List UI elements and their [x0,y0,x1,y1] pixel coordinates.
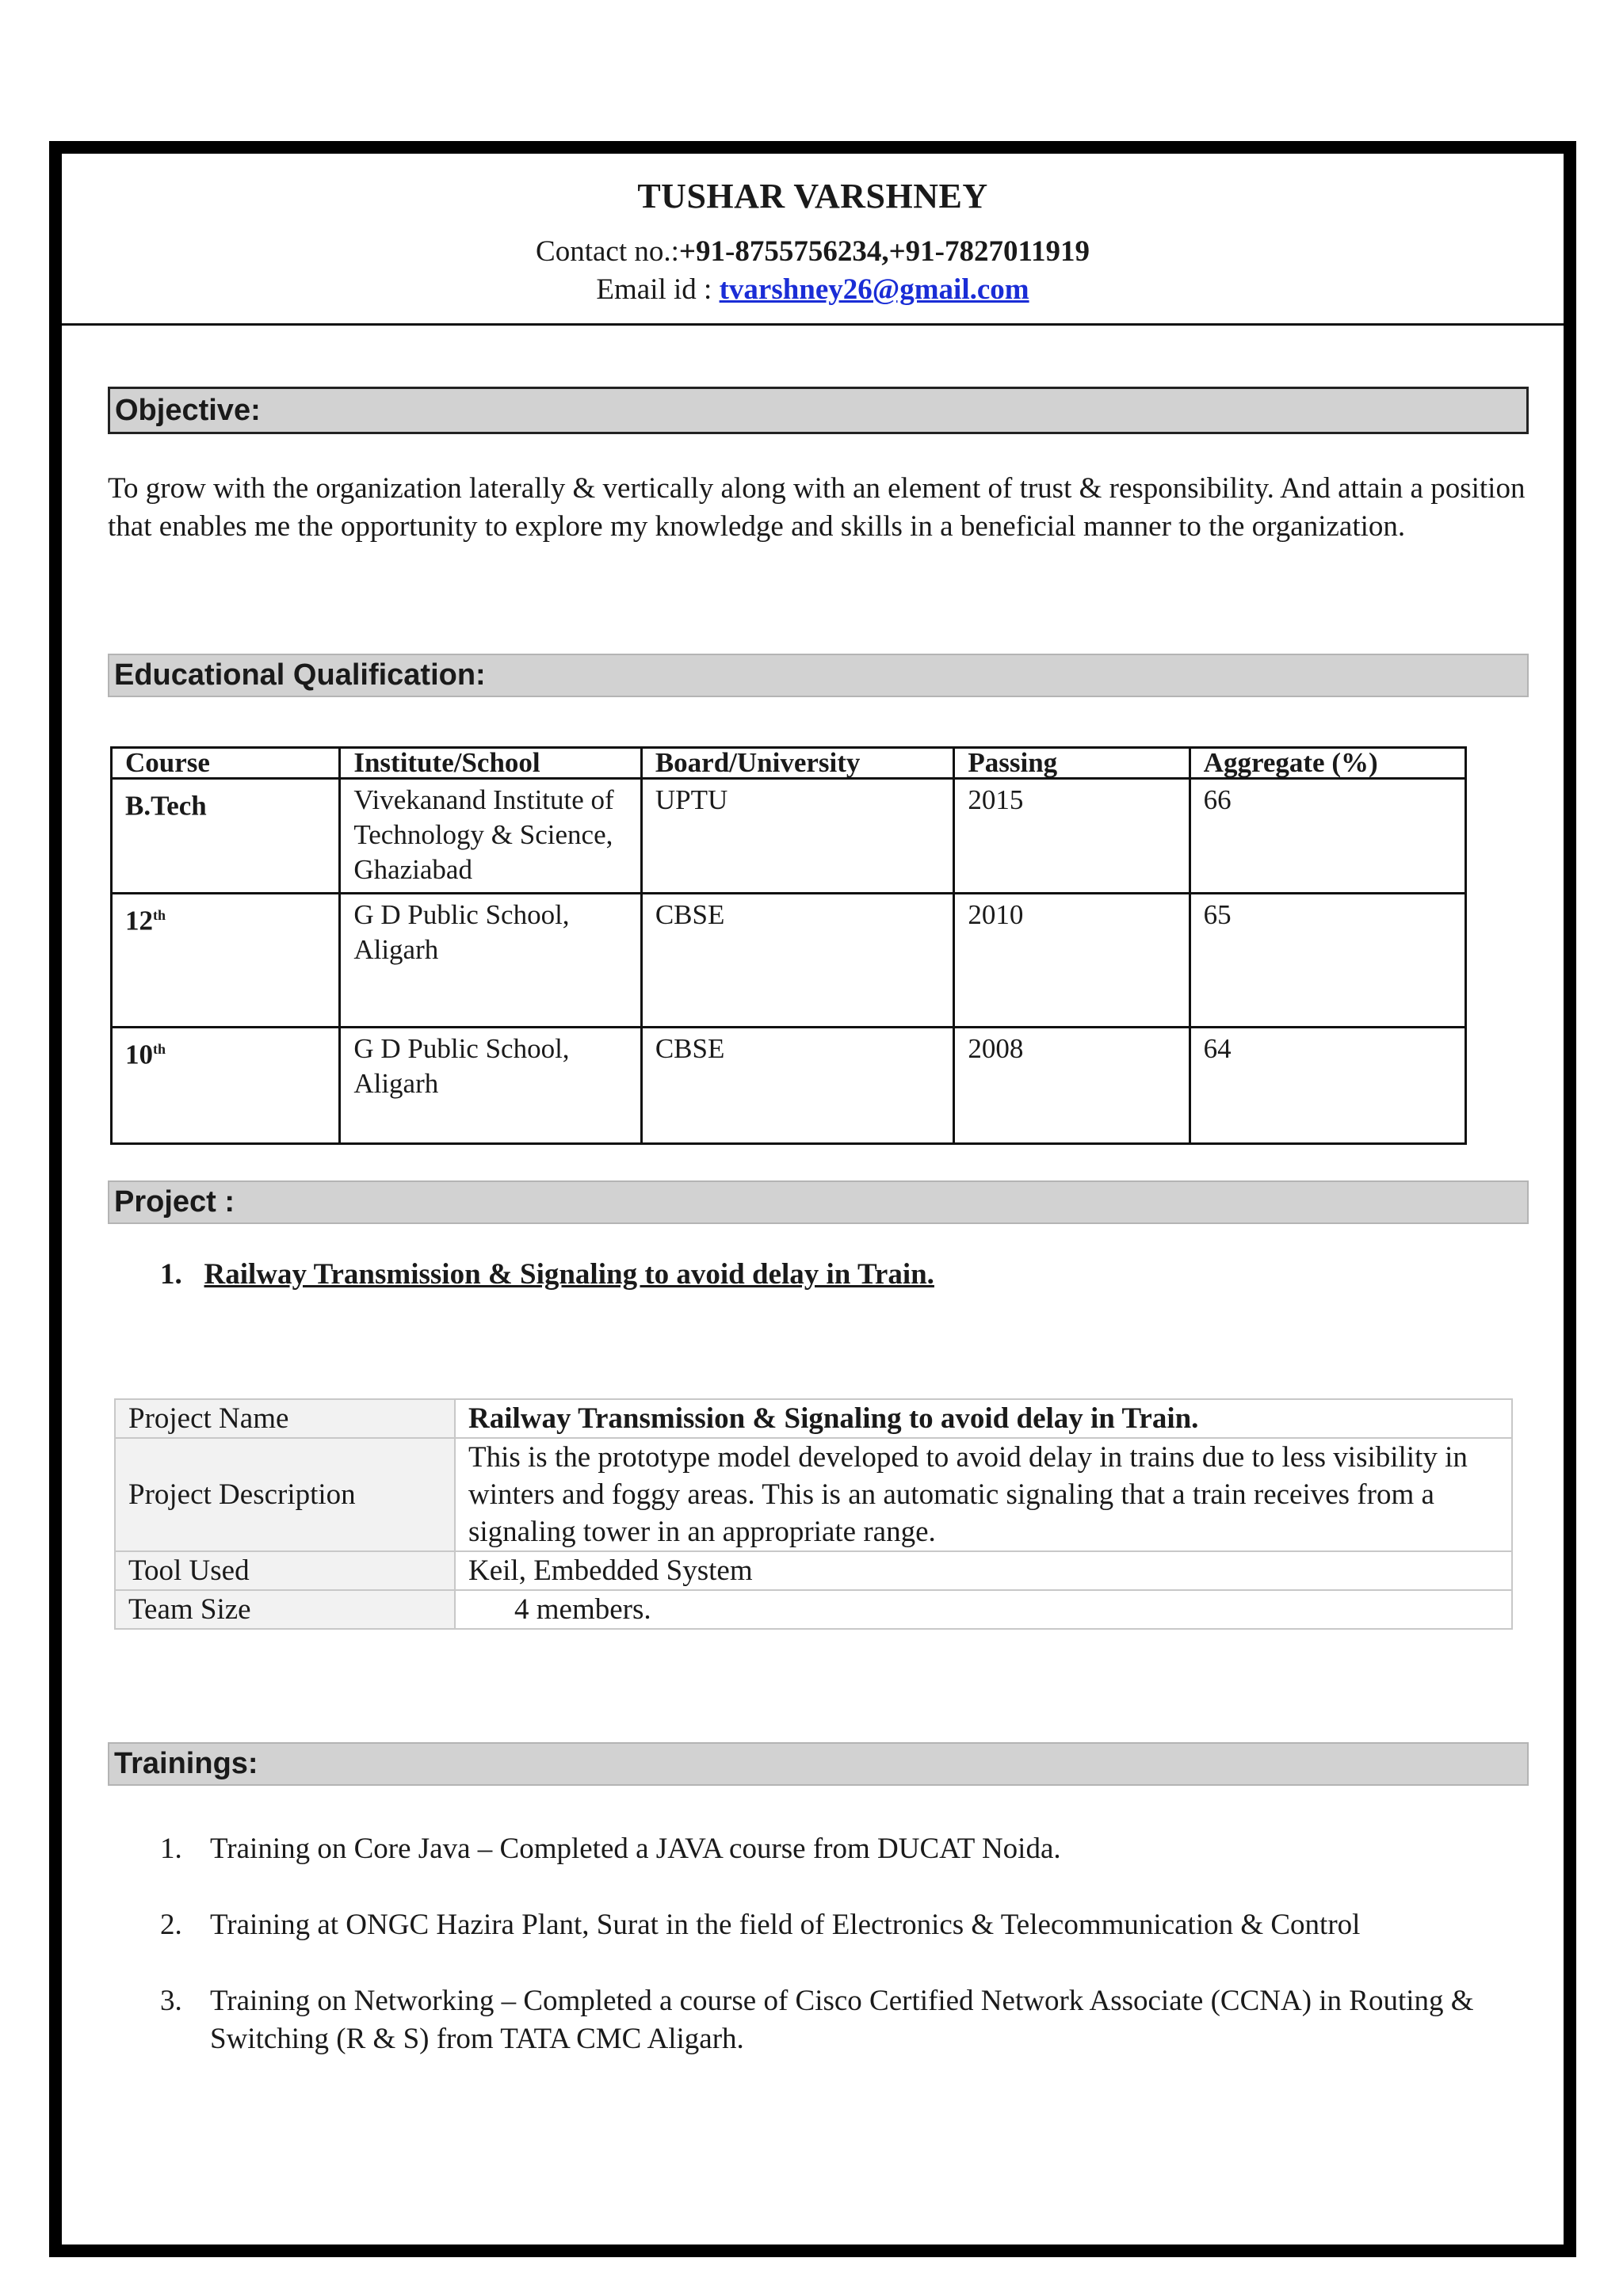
course-cell: 10th [112,1028,340,1144]
institute-cell: G D Public School, Aligarh [340,1028,642,1144]
table-row [115,1551,1512,1590]
email-link[interactable]: tvarshney26@gmail.com [719,273,1029,306]
project-item-title: Railway Transmission & Signaling to avoid delay in Train. [204,1258,934,1291]
list-item [160,1982,1555,2058]
table-row [112,1028,1466,1144]
institute-cell: G D Public School, Aligarh [340,894,642,1028]
project-list-item [160,1257,934,1291]
detail-value: Railway Transmission & Signaling to avoid delay in Train. [455,1399,1512,1438]
list-item-number: 2. [160,1909,182,1941]
resume-header [62,154,1564,326]
table-row [115,1590,1512,1629]
email-label: Email id : [596,273,720,306]
course-cell: B.Tech [112,779,340,894]
list-item [160,1830,1555,1868]
email-line [62,273,1564,307]
education-heading: Educational Qualification: [108,654,1529,697]
list-item [160,1906,1555,1944]
contact-numbers: +91-8755756234,+91-7827011919 [678,235,1090,268]
detail-value: Keil, Embedded System [455,1551,1512,1590]
passing-cell: 2010 [954,894,1190,1028]
list-item-text: Training on Core Java – Completed a JAVA course from DUCAT Noida. [210,1833,1061,1865]
resume-frame [49,141,1576,2257]
column-header: Passing [954,748,1190,779]
trainings-heading: Trainings: [108,1742,1529,1786]
aggregate-cell: 66 [1190,779,1465,894]
objective-heading: Objective: [108,387,1529,434]
column-header: Course [112,748,340,779]
passing-cell: 2015 [954,779,1190,894]
column-header: Board/University [641,748,954,779]
education-header-row [112,748,1466,779]
institute-cell: Vivekanand Institute of Technology & Science, Ghaziabad [340,779,642,894]
table-row [112,894,1466,1028]
list-item-number: 1. [160,1833,182,1865]
detail-key: Tool Used [115,1551,455,1590]
candidate-name: TUSHAR VARSHNEY [637,177,988,215]
list-item-text: Training on Networking – Completed a course of Cisco Certified Network Associate (CCNA) in Routing & Switching (R & S) from TATA CMC Aligarh. [210,1985,1474,2055]
list-item-text: Training at ONGC Hazira Plant, Surat in the field of Electronics & Telecommunication & Control [210,1909,1361,1941]
project-heading: Project : [108,1180,1529,1224]
column-header: Aggregate (%) [1190,748,1465,779]
contact-label: Contact no.: [536,235,679,268]
course-cell: 12th [112,894,340,1028]
detail-key: Project Name [115,1399,455,1438]
table-row [115,1399,1512,1438]
detail-key: Project Description [115,1438,455,1551]
passing-cell: 2008 [954,1028,1190,1144]
list-item-number: 3. [160,1985,182,2017]
objective-text: To grow with the organization laterally & vertically along with an element of trust & responsibility. And attain a position that enables me the opportunity to explore my knowledge and skills in a beneficial manner to the organization. [108,472,1526,543]
board-cell: CBSE [641,894,954,1028]
project-details-table [114,1398,1513,1630]
detail-value: 4 members. [455,1590,1512,1629]
aggregate-cell: 65 [1190,894,1465,1028]
board-cell: UPTU [641,779,954,894]
aggregate-cell: 64 [1190,1028,1465,1144]
board-cell: CBSE [641,1028,954,1144]
trainings-list [160,1830,1555,2096]
column-header: Institute/School [340,748,642,779]
detail-key: Team Size [115,1590,455,1629]
project-item-number: 1. [160,1258,182,1291]
table-row [115,1438,1512,1551]
table-row [112,779,1466,894]
education-table [110,746,1467,1145]
detail-value: This is the prototype model developed to avoid delay in trains due to less visibility in winters and foggy areas. This is an automatic signaling that a train receives from a signaling tower in an appropriate range. [455,1438,1512,1551]
contact-line [62,235,1564,269]
